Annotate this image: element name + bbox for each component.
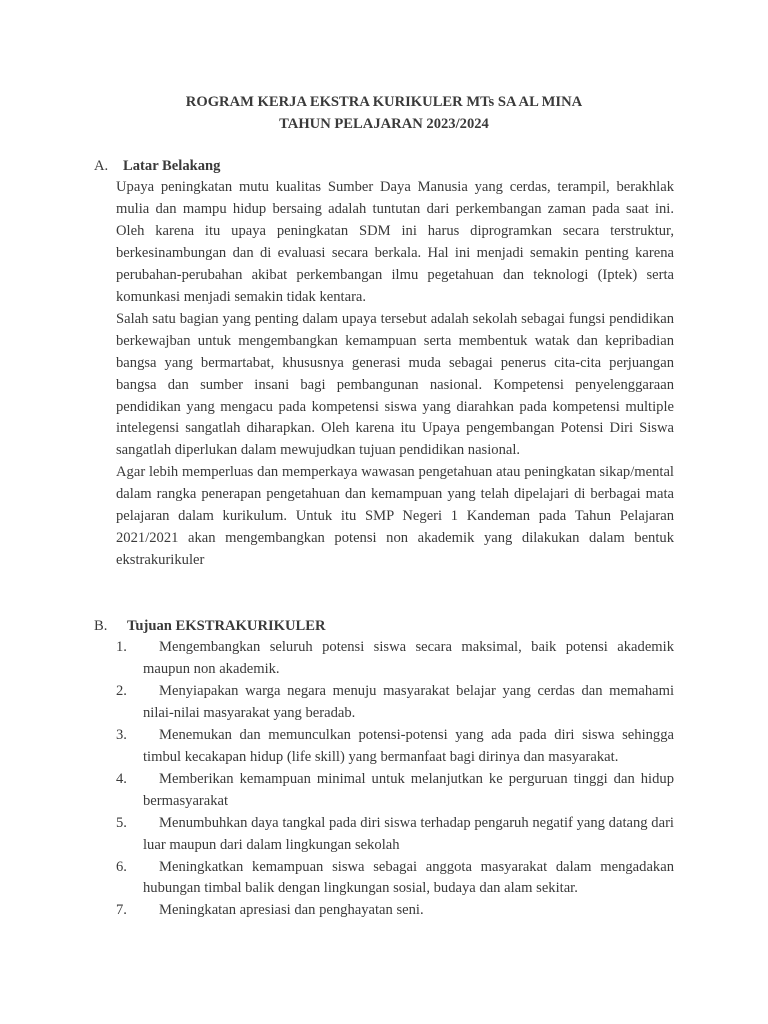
- list-item-number: 3.: [116, 726, 127, 743]
- section-b-title: Tujuan EKSTRAKURIKULER: [127, 618, 326, 634]
- list-item: [116, 637, 674, 681]
- section-a-title: Latar Belakang: [123, 158, 221, 174]
- list-item: [116, 813, 674, 857]
- list-item: [116, 725, 674, 769]
- list-item-number: 6.: [116, 858, 127, 875]
- section-b-letter: B.: [94, 618, 108, 634]
- list-item-text: Memberikan kemampuan minimal untuk melanjutkan ke perguruan tinggi dan hidup bermasyarakat: [143, 770, 674, 809]
- list-item-number: 1.: [116, 639, 127, 655]
- section-a-letter: A.: [94, 158, 109, 174]
- list-item-text: Meningkatkan kemampuan siswa sebagai anggota masyarakat dalam mengadakan hubungan timbal balik dengan lingkungan sosial, budaya dan alam sekitar.: [143, 858, 674, 897]
- section-a-body: [116, 177, 674, 572]
- list-item-text: Menyiapakan warga negara menuju masyarakat belajar yang cerdas dan memahami nilai-nilai masyarakat yang beradab.: [143, 682, 674, 721]
- list-item-number: 2.: [116, 682, 127, 699]
- list-item-number: 4.: [116, 770, 127, 787]
- list-item-text: Meningkatan apresiasi dan penghayatan seni.: [159, 902, 424, 919]
- title-line-2: TAHUN PELAJARAN 2023/2024: [279, 116, 489, 132]
- objectives-list: [116, 637, 674, 922]
- list-item-text: Menumbuhkan daya tangkal pada diri siswa terhadap pengaruh negatif yang datang dari luar maupun dari dalam lingkungan sekolah: [143, 814, 674, 853]
- list-item: [116, 681, 674, 725]
- list-item: [116, 857, 674, 901]
- title-line-1: ROGRAM KERJA EKSTRA KURIKULER MTs SA AL MINA: [185, 94, 583, 110]
- paragraph: Upaya peningkatan mutu kualitas Sumber Daya Manusia yang cerdas, terampil, berakhlak mulia dan mampu hidup bersaing adalah tuntutan dari perkembangan zaman pada saat ini. Oleh karena itu upaya peningkatan SDM ini harus diprogramkan secara terstruktur, berkesinambungan dan di evaluasi secara berkala. Hal ini menjadi semakin penting karena perubahan-perubahan akibat perkembangan ilmu pegetahuan dan teknologi (Iptek) serta komunkasi menjadi semakin tidak kentara.: [116, 179, 674, 305]
- list-item-number: 7.: [116, 902, 127, 919]
- list-item: [116, 900, 674, 922]
- document-title: [94, 91, 674, 135]
- list-item-text: Menemukan dan memunculkan potensi-potensi yang ada pada diri siswa sehingga timbul kecakapan hidup (life skill) yang bermanfaat bagi dirinya dan masyarakat.: [143, 726, 674, 765]
- paragraph: Agar lebih memperluas dan memperkaya wawasan pengetahuan atau peningkatan sikap/mental dalam rangka penerapan pengetahuan dan kemampuan yang telah dipelajari di berbagai mata pelajaran dalam kurikulum. Untuk itu SMP Negeri 1 Kandeman pada Tahun Pelajaran 2021/2021 akan mengembangkan potensi non akademik yang dilakukan dalam bentuk ekstrakurikuler: [116, 464, 674, 569]
- section-a-heading: [94, 155, 220, 177]
- paragraph: Salah satu bagian yang penting dalam upaya tersebut adalah sekolah sebagai fungsi pendidikan berkewajban untuk mengembangkan kemampuan serta membentuk watak dan kepribadian bangsa yang bermartabat, khususnya generasi muda sebagai penerus cita-cita perjuangan bangsa dan sumber insani bagi pembangunan nasional. Kompetensi penyelenggaraan pendidikan yang mengacu pada kompetensi siswa yang diarahkan pada kompetensi multiple intelegensi sangatlah diharapkan. Oleh karena itu Upaya pengembangan Potensi Diri Siswa sangatlah diperlukan dalam mewujudkan tujuan pendidikan nasional.: [116, 310, 674, 459]
- section-b-heading: [94, 615, 326, 637]
- list-item-text: Mengembangkan seluruh potensi siswa secara maksimal, baik potensi akademik maupun non akademik.: [143, 639, 674, 677]
- list-item-number: 5.: [116, 814, 127, 831]
- list-item: [116, 769, 674, 813]
